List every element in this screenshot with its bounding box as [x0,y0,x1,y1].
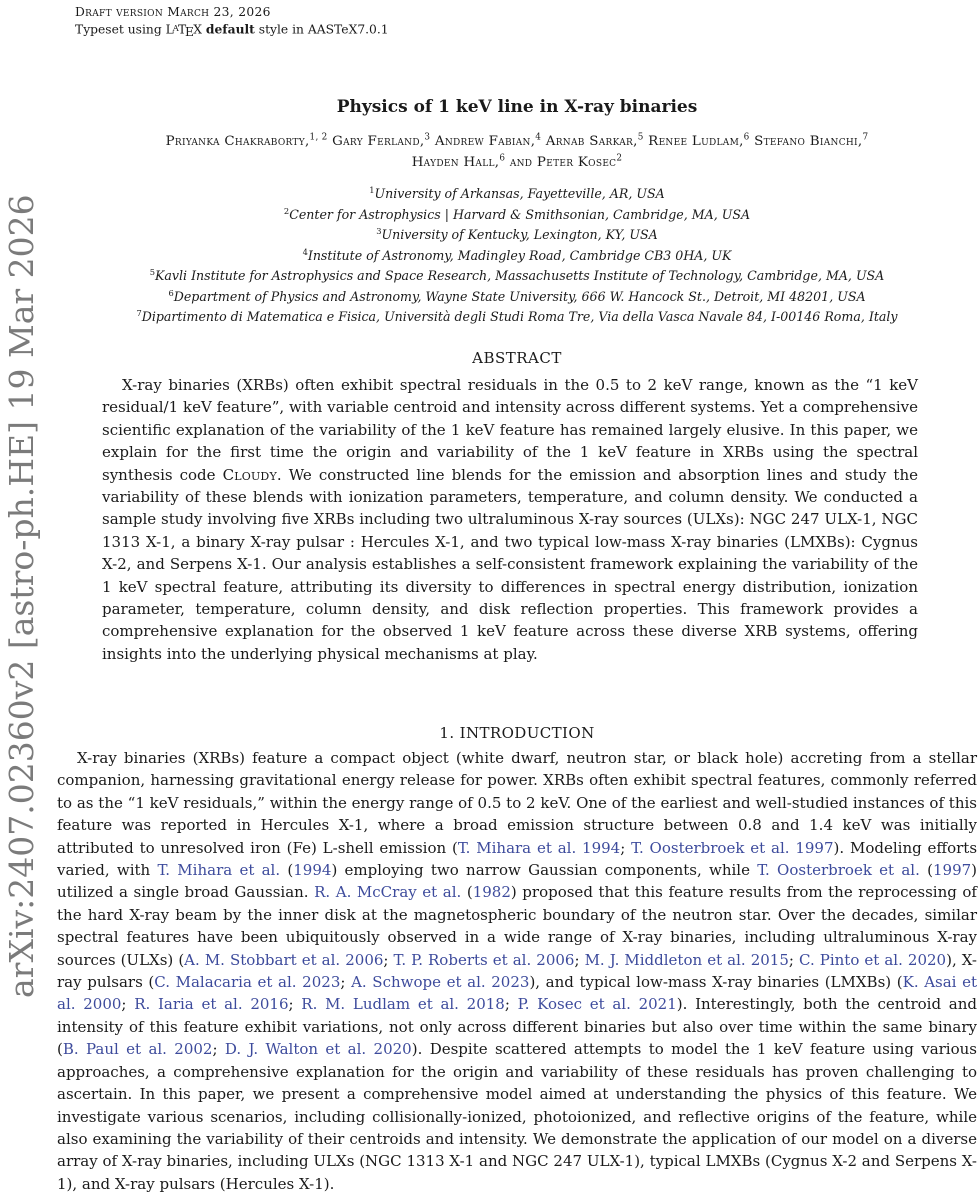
citation-link[interactable]: 1982 [472,883,511,902]
citation-link[interactable]: T. P. Roberts et al. 2006 [393,950,575,969]
citation-link[interactable]: R. M. Ludlam et al. 2018 [301,995,505,1014]
author-line-1: Priyanka Chakraborty,$^{1, 2}$ Gary Ferland,$^3$ Andrew Fabian,$^4$ Arnab Sarkar,$^5$ Renee Ludlam,$^6$ Stefano Bianchi,$^7$ [165,132,869,149]
draft-date-line: Draft version March 23, 2026 [75,5,271,19]
citation-link[interactable]: B. Paul et al. 2002 [62,1040,213,1059]
paper-title: Physics of 1 keV line in X-ray binaries [336,97,698,117]
affiliation-line: $^7$Dipartimento di Matematica e Fisica, Università degli Studi Roma Tre, Via della Vasca Navale 84, I-00146 Roma, Italy [136,307,898,324]
citation-link[interactable]: 1994 [293,861,332,880]
abstract-text: X-ray binaries (XRBs) often exhibit spectral residuals in the 0.5 to 2 keV range, known as the “1 keV residual/1 keV feature”, with variable centroid and intensity across different systems. Yet a comprehensive scientific explanation of the variability of the 1 keV feature has remained largely elusive. In this paper, we explain for the first time the origin and variability of the 1 keV feature in XRBs using the spectral synthesis code Cloudy. We constructed line blends for the emission and absorption lines and study the variability of these blends with ionization parameters, temperature, and column density. We conducted a sample study involving five XRBs including two ultraluminous X-ray sources (ULXs): NGC 247 ULX-1, NGC 1313 X-1, a binary X-ray pulsar : Hercules X-1, and two typical low-mass X-ray binaries (LMXBs): Cygnus X-2, and Serpens X-1. Our analysis establishes a self-consistent framework explaining the variability of the 1 keV spectral feature, attributing its diversity to differences in spectral energy distribution, ionization parameter, temperature, column density, and disk reflection properties. This framework provides a comprehensive explanation for the observed 1 keV feature across these diverse XRB systems, offering insights into the underlying physical mechanisms at play. [102,376,918,663]
citation-link[interactable]: R. Iaria et al. 2016 [134,995,289,1014]
citation-link[interactable]: T. Mihara et al. [157,861,281,880]
citation-link[interactable]: C. Pinto et al. 2020 [799,950,947,969]
introduction-text: X-ray binaries (XRBs) feature a compact object (white dwarf, neutron star, or black hole) accreting from a stellar companion, harnessing gravitational energy release for power. XRBs often exhibit spectral features, commonly referred to as the “1 keV residuals,” within the energy range of 0.5 to 2 keV. One of the earliest and well-studied instances of this feature was reported in Hercules X-1, where a broad emission structure between 0.8 and 1.4 keV was initially attributed to unresolved iron (Fe) L-shell emission (T. Mihara et al. 1994; T. Oosterbroek et al. 1997). Modeling efforts varied, with T. Mihara et al. (1994) employing two narrow Gaussian components, while T. Oosterbroek et al. (1997) utilized a single broad Gaussian. R. A. McCray et al. (1982) proposed that this feature results from the reprocessing of the hard X-ray beam by the inner disk at the magnetospheric boundary of the neutron star. Over the decades, similar spectral features have been ubiquitously observed in a wide range of X-ray binaries, including ultraluminous X-ray sources (ULXs) (A. M. Stobbart et al. 2006; T. P. Roberts et al. 2006; M. J. Middleton et al. 2015; C. Pinto et al. 2020), X-ray pulsars (C. Malacaria et al. 2023; A. Schwope et al. 2023), and typical low-mass X-ray binaries (LMXBs) (K. Asai et al. 2000; R. Iaria et al. 2016; R. M. Ludlam et al. 2018; P. Kosec et al. 2021). Interestingly, both the centroid and intensity of this feature exhibit variations, not only across different binaries but also over time within the same binary (B. Paul et al. 2002; D. J. Walton et al. 2020). Despite scattered attempts to model the 1 keV feature using various approaches, a comprehensive explanation for the origin and variability of these residuals has proven challenging to ascertain. In this paper, we present a comprehensive model aimed at understanding the physics of this feature. We investigate various scenarios, including collisionally-ionized, photoionized, and reflective origins of the feature, while also examining the variability of their centroids and intensity. We demonstrate the application of our model on a diverse array of X-ray binaries, including ULXs (NGC 1313 X-1 and NGC 247 ULX-1), typical LMXBs (Cygnus X-2 and Serpens X-1), and X-ray pulsars (Hercules X-1). [57,749,978,1193]
citation-link[interactable]: K. Asai et al. 2000 [57,973,978,1014]
draft-header [75,5,389,40]
arxiv-watermark: arXiv:2407.02360v2 [astro-ph.HE] 19 Mar 2026 [2,194,41,998]
affiliation-list [57,184,977,328]
citation-link[interactable]: P. Kosec et al. 2021 [517,995,677,1014]
author-line-2: Hayden Hall,$^6$ and Peter Kosec$^2$ [411,153,623,170]
citation-link[interactable]: A. Schwope et al. 2023 [351,973,530,992]
citation-link[interactable]: D. J. Walton et al. 2020 [224,1040,412,1059]
citation-link[interactable]: A. M. Stobbart et al. 2006 [184,950,384,969]
affiliation-line: $^5$Kavli Institute for Astrophysics and Space Research, Massachusetts Institute of Technology, Cambridge, MA, USA [149,266,885,283]
section-heading-introduction: 1. INTRODUCTION [439,724,595,742]
citation-link[interactable]: T. Oosterbroek et al. 1997 [631,838,834,857]
affiliation-line: $^2$Center for Astrophysics | Harvard & Smithsonian, Cambridge, MA, USA [283,205,751,222]
affiliation-line: $^4$Institute of Astronomy, Madingley Road, Cambridge CB3 0HA, UK [302,246,732,263]
abstract-heading: ABSTRACT [472,349,562,367]
affiliation-line: $^3$University of Kentucky, Lexington, KY, USA [376,225,658,242]
affiliation-line: $^6$Department of Physics and Astronomy, Wayne State University, 666 W. Hancock St., Detroit, MI 48201, USA [168,287,866,304]
citation-link[interactable]: R. A. McCray et al. [314,883,462,902]
citation-link[interactable]: T. Mihara et al. 1994 [457,838,621,857]
citation-link[interactable]: 1997 [932,861,972,880]
author-list [57,131,977,173]
citation-link[interactable]: M. J. Middleton et al. 2015 [584,950,789,969]
typeset-line: Typeset using LATEX default style in AASTeX7.0.1 [75,20,389,39]
affiliation-line: $^1$University of Arkansas, Fayetteville, AR, USA [369,184,665,201]
citation-link[interactable]: T. Oosterbroek et al. [757,861,920,880]
citation-link[interactable]: C. Malacaria et al. 2023 [154,973,341,992]
